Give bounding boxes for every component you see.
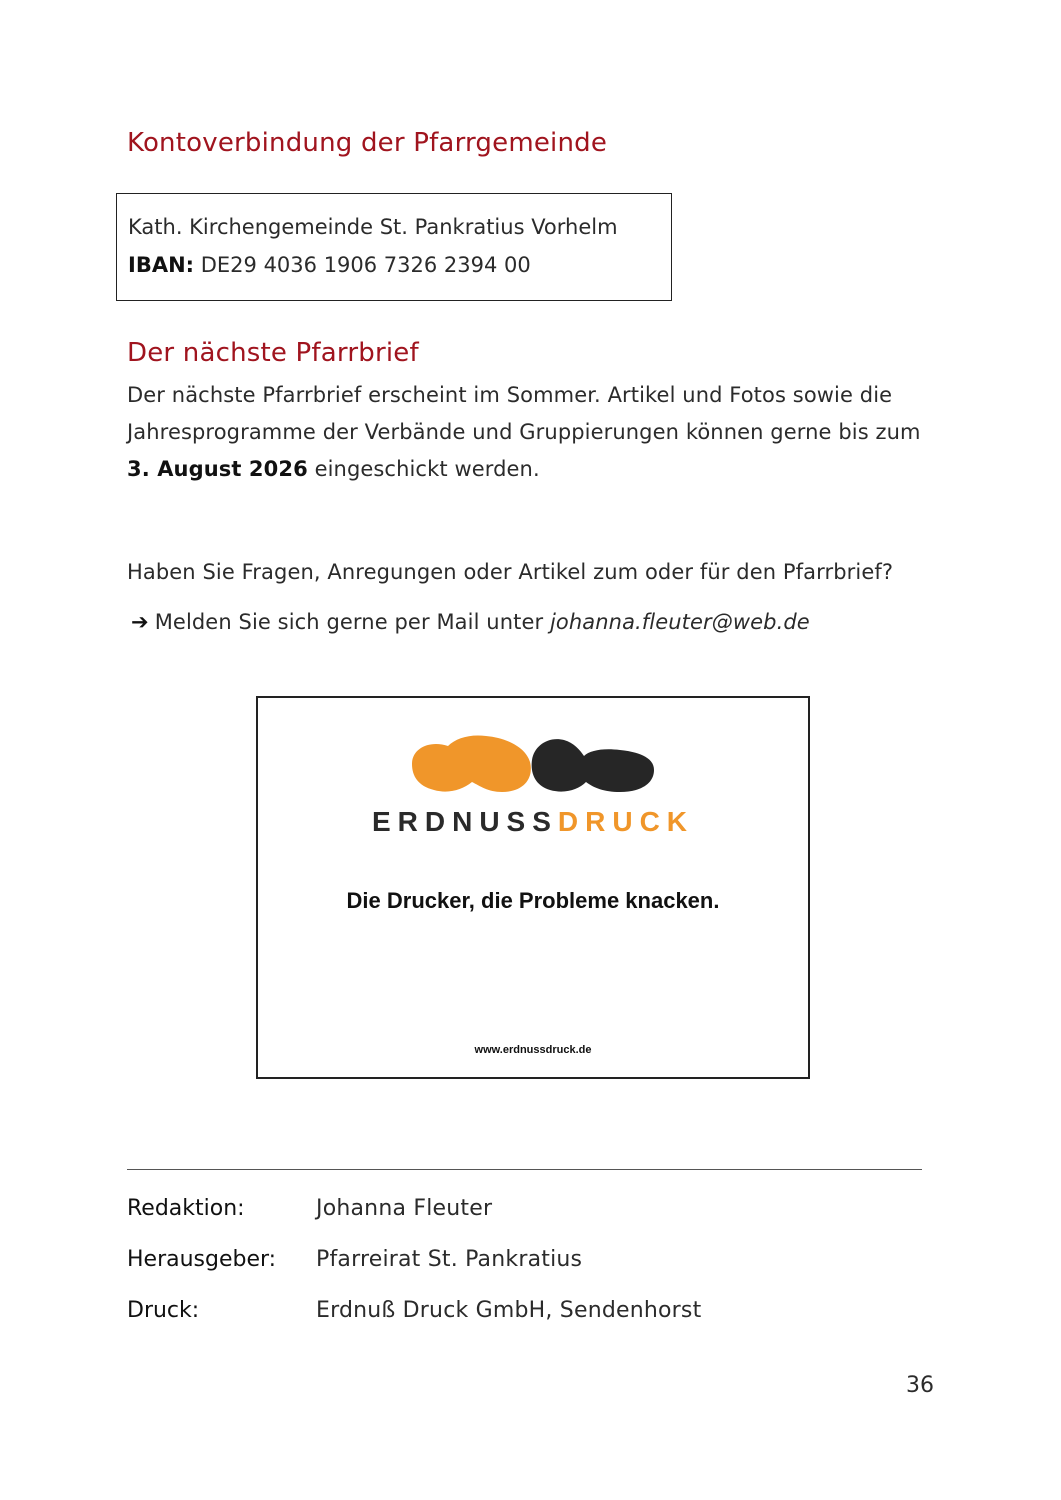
contact-question: Haben Sie Fragen, Anregungen oder Artikel zum oder für den Pfarrbrief? bbox=[127, 560, 894, 584]
next-issue-heading: Der nächste Pfarrbrief bbox=[127, 338, 419, 368]
ad-slogan: Die Drucker, die Probleme knacken. bbox=[346, 888, 720, 913]
iban-line bbox=[128, 246, 671, 284]
imprint-label: Druck: bbox=[127, 1298, 200, 1323]
imprint-label: Herausgeber: bbox=[127, 1247, 277, 1272]
brand-part-2: DRUCK bbox=[557, 806, 695, 837]
imprint-value: Erdnuß Druck GmbH, Sendenhorst bbox=[316, 1298, 702, 1323]
iban-value: DE29 4036 1906 7326 2394 00 bbox=[200, 253, 531, 277]
peanut-orange bbox=[412, 735, 531, 792]
ad-brand-name bbox=[258, 806, 808, 838]
brand-part-1: ERDNUSS bbox=[371, 806, 558, 837]
account-box bbox=[116, 193, 672, 301]
account-holder: Kath. Kirchengemeinde St. Pankratius Vorhelm bbox=[128, 215, 618, 239]
next-issue-text: Der nächste Pfarrbrief erscheint im Sommer. Artikel und Fotos sowie die Jahresprogramme der Verbände und Gruppierungen können gerne bis zum bbox=[127, 383, 921, 444]
advertisement-box bbox=[256, 696, 810, 1079]
imprint-label: Redaktion: bbox=[127, 1196, 245, 1221]
contact-prompt: Melden Sie sich gerne per Mail unter bbox=[154, 610, 544, 634]
page-number: 36 bbox=[906, 1373, 934, 1398]
peanut-logo bbox=[408, 734, 658, 796]
imprint-value: Pfarreirat St. Pankratius bbox=[316, 1247, 583, 1272]
next-issue-text-end: eingeschickt werden. bbox=[314, 457, 540, 481]
ad-url[interactable]: www.erdnussdruck.de bbox=[474, 1044, 592, 1056]
next-issue-paragraph bbox=[127, 377, 947, 488]
account-heading: Kontoverbindung der Pfarrgemeinde bbox=[127, 128, 608, 158]
imprint-value: Johanna Fleuter bbox=[316, 1196, 493, 1221]
iban-label: IBAN: bbox=[128, 253, 195, 277]
peanut-dark bbox=[532, 739, 654, 792]
arrow-right-icon: ➔ bbox=[131, 610, 149, 634]
contact-email-link[interactable]: johanna.fleuter@web.de bbox=[549, 610, 810, 634]
divider-line bbox=[127, 1169, 922, 1170]
contact-mail-line bbox=[131, 604, 810, 641]
deadline-date: 3. August 2026 bbox=[127, 457, 308, 481]
